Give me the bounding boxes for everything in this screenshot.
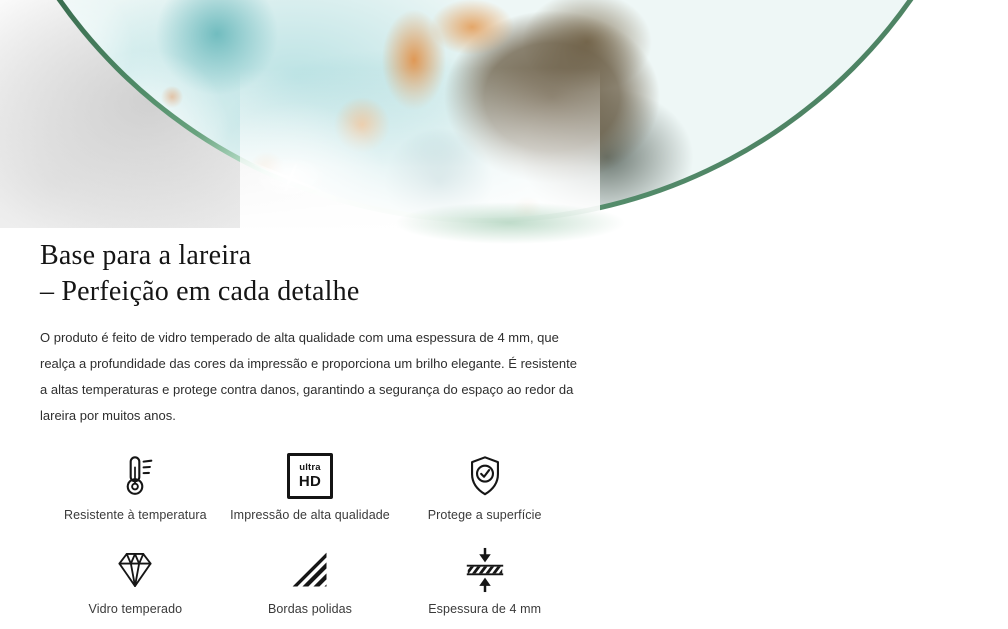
shield-check-icon: [462, 451, 508, 501]
features-grid: [40, 441, 580, 629]
feature-label: Bordas polidas: [268, 602, 352, 616]
feature-label: Protege a superfície: [428, 508, 542, 522]
feature-label: Impressão de alta qualidade: [230, 508, 390, 522]
feature-label: Resistente à temperatura: [64, 508, 207, 522]
feature-thickness: [397, 535, 572, 629]
ultra-hd-icon: [287, 451, 333, 501]
ultra-hd-text-bottom: HD: [299, 474, 321, 489]
feature-label: Espessura de 4 mm: [428, 602, 541, 616]
feature-print-quality: [223, 441, 398, 535]
feature-temperature: [48, 441, 223, 535]
ultra-hd-text-top: ultra: [299, 463, 321, 473]
feature-tempered-glass: [48, 535, 223, 629]
hero-image: [0, 0, 600, 228]
polished-edges-icon: [288, 545, 332, 595]
feature-protection: [397, 441, 572, 535]
diamond-icon: [113, 545, 157, 595]
product-description: O produto é feito de vidro temperado de alta qualidade com uma espessura de 4 mm, que realça a profundidade das cores da impressão e proporciona um brilho elegante. É resistente a altas temperaturas e protege contra danos, garantindo a segurança do espaço ao redor da lareira por muitos anos.: [40, 325, 580, 429]
feature-polished-edges: [223, 535, 398, 629]
content-section: [0, 238, 600, 629]
page-title-line2: – Perfeição em cada detalhe: [40, 276, 359, 307]
page-title: [40, 238, 580, 310]
feature-label: Vidro temperado: [88, 602, 182, 616]
glass-edge-reflection: [395, 202, 625, 244]
page-title-line1: Base para a lareira: [40, 240, 251, 271]
thickness-icon: [462, 545, 508, 595]
thermometer-icon: [112, 451, 158, 501]
